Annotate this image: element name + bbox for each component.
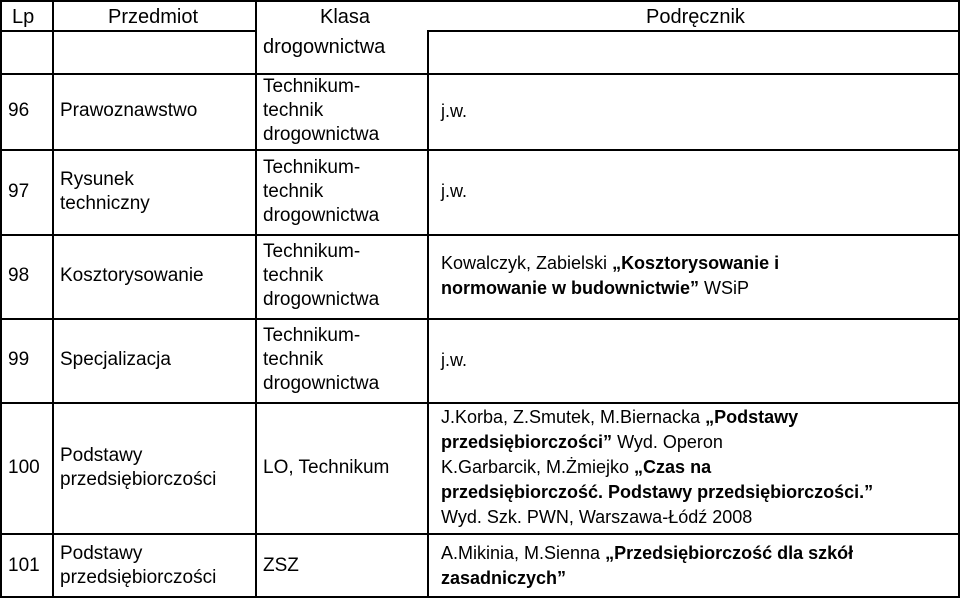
subject-line: Rysunek [60,168,134,190]
row-class [263,324,379,396]
subject-line: Podstawy [60,542,143,564]
row-class [263,240,379,312]
subject-line: przedsiębiorczości [60,468,217,490]
grid-hline [0,30,255,32]
textbook-title: zasadniczych” [441,567,567,588]
textbook-text: K.Garbarcik, M.Żmiejko [441,457,635,477]
textbook-title: przedsiębiorczości” [441,432,613,452]
header-class-continuation: drogownictwa [263,36,386,58]
row-textbook [441,348,467,373]
header-class: Klasa [320,6,371,28]
grid-vline [52,0,54,598]
textbook-title: „Przedsiębiorczość dla szkół [605,542,854,563]
class-line: Technikum- [263,76,361,97]
textbook-text: j.w. [441,100,468,121]
textbook-line [441,276,779,301]
textbook-line [441,541,853,566]
class-line: technik [263,180,324,202]
row-textbook [441,99,467,124]
row-lp: 99 [8,349,30,370]
header-textbook: Podręcznik [646,6,745,28]
grid-hline [427,30,960,32]
class-line: technik [263,265,324,286]
row-subject [60,264,204,288]
class-line: drogownictwa [263,204,380,226]
textbook-text: Wyd. Szk. PWN, Warszawa-Łódź 2008 [441,507,753,527]
header-subject: Przedmiot [108,6,199,28]
grid-vline [427,30,429,598]
class-line: drogownictwa [263,289,380,310]
row-textbook [441,405,873,530]
textbook-title: normowanie w budownictwie” [441,278,700,298]
subject-line: techniczny [60,192,150,214]
textbook-line [441,179,467,204]
row-class [263,75,379,147]
textbook-text: Kowalczyk, Zabielski [441,253,613,273]
row-subject [60,99,197,123]
subject-line: Kosztorysowanie [60,265,204,286]
row-lp: 98 [8,265,30,286]
grid-hline [0,149,960,151]
textbook-line [441,455,873,480]
row-subject [60,348,171,372]
class-line: drogownictwa [263,124,380,145]
class-line: ZSZ [263,554,299,576]
textbook-text: J.Korba, Z.Smutek, M.Biernacka [441,407,706,427]
textbook-text: j.w. [441,349,468,370]
row-subject [60,542,216,590]
textbook-title: „Podstawy [705,407,799,427]
row-textbook [441,541,853,591]
grid-hline [0,234,960,236]
row-lp: 97 [8,180,30,202]
textbook-title: przedsiębiorczość. Podstawy przedsiębiorczości.” [441,482,874,502]
row-lp: 100 [8,456,40,478]
subject-line: Specjalizacja [60,349,171,370]
textbook-line [441,505,873,530]
textbook-line [441,405,873,430]
textbook-line [441,348,467,373]
subject-line: Podstawy [60,444,143,466]
textbook-line [441,430,873,455]
row-lp: 96 [8,100,30,121]
grid-hline [0,533,960,535]
grid-vline [255,0,257,598]
textbook-line [441,566,853,591]
grid-hline [0,73,960,75]
textbook-text: j.w. [441,181,468,201]
row-subject [60,444,216,492]
textbook-line [441,480,873,505]
grid-hline [0,402,960,404]
class-line: Technikum- [263,325,361,346]
textbook-text: A.Mikinia, M.Sienna [441,542,606,563]
class-line: LO, Technikum [263,456,390,478]
grid-vline [0,0,2,598]
row-class [263,156,379,228]
textbook-text: WSiP [699,278,750,298]
grid-hline [0,0,960,2]
subject-line: Prawoznawstwo [60,100,198,121]
row-class [263,456,389,480]
class-line: technik [263,349,324,370]
class-line: drogownictwa [263,373,380,394]
header-lp: Lp [12,6,35,28]
class-line: technik [263,100,324,121]
textbook-line [441,99,467,124]
row-subject [60,168,150,216]
row-textbook [441,179,467,204]
textbook-title: „Czas na [634,457,712,477]
textbook-title: „Kosztorysowanie i [612,253,780,273]
row-lp: 101 [8,554,40,576]
row-class [263,554,299,578]
subject-line: przedsiębiorczości [60,566,217,588]
grid-hline [0,318,960,320]
textbook-line [441,251,779,276]
class-line: Technikum- [263,156,361,178]
row-textbook [441,251,779,301]
textbook-text: Wyd. Operon [612,432,723,452]
class-line: Technikum- [263,241,361,262]
